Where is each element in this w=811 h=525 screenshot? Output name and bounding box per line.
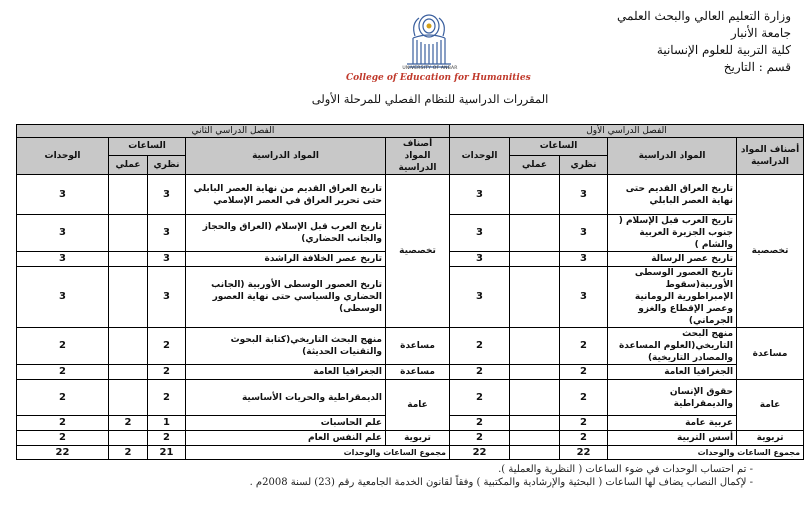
sem1-units: 3 [450,267,510,328]
sem2-practical [109,175,148,215]
ministry-name: وزارة التعليم العالي والبحث العلمي [617,9,791,23]
sem2-theory: 1 [148,416,186,431]
sem2-theory-header: نظري [148,155,186,174]
sem1-category-specialist: تخصصية [737,175,804,328]
sem2-subject: الديمقراطية والحريات الأساسية [186,380,386,416]
sem2-subject-header: المواد الدراسية [186,138,386,175]
totals-row [17,446,804,460]
sem1-categories-header: أصناف المواد الدراسية [737,138,804,175]
sem2-theory: 3 [148,252,186,267]
sem1-units-header: الوحدات [450,138,510,175]
sem1-units: 2 [450,328,510,365]
sem2-units: 3 [17,215,109,252]
sem1-practical [510,215,560,252]
sem2-category-specialist: تخصصية [386,175,450,328]
sem1-total-units: 22 [450,446,510,460]
sem1-subject: منهج البحث التاريخي(العلوم المساعدة والمصادر التاريخية) [608,328,737,365]
table-row [17,175,804,215]
sem2-total-label: مجموع الساعات والوحدات [186,446,450,460]
college-name: كلية التربية للعلوم الإنسانية [656,43,791,57]
university-name: جامعة الأنبار [730,26,791,40]
sem1-theory: 2 [560,380,608,416]
sem2-category-educational: تربوية [386,431,450,446]
sem1-practical [510,267,560,328]
sem2-total-practical: 2 [109,446,148,460]
sem2-category-general: عامة [386,380,450,431]
sem2-subject: تاريخ العراق القديم من نهاية العصر البابلي حتى تحرير العراق في العصر الإسلامي [186,175,386,215]
curriculum-table [16,124,804,460]
sem2-theory: 3 [148,215,186,252]
sem1-units: 2 [450,380,510,416]
sem2-units: 2 [17,328,109,365]
sem2-theory: 2 [148,328,186,365]
sem1-total-practical [510,446,560,460]
sem1-category-support: مساعدة [737,328,804,380]
sem2-practical [109,267,148,328]
sem2-theory: 3 [148,175,186,215]
footnote-2: - لإكمال النصاب يضاف لها الساعات ( البحثية والإرشادية والمكتبية ) وفقاً لقانون الخدمة الجامعية رقم (23) لسنة 2008م . [249,477,753,488]
sem2-categories-header: أصناف المواد الدراسية [386,138,450,175]
document-title: المقررات الدراسية للنظام الفصلي للمرحلة الأولى [311,92,549,106]
sem2-subject: تاريخ العرب قبل الإسلام (العراق والحجاز والجانب الحضاري) [186,215,386,252]
sem1-total-label: مجموع الساعات والوحدات [608,446,804,460]
sem1-subject-header: المواد الدراسية [608,138,737,175]
table-row [17,328,804,365]
sem1-theory: 2 [560,328,608,365]
sem1-subject: تاريخ العراق القديم حتى نهاية العصر البابلي [608,175,737,215]
semester2-title: الفصل الدراسي الثاني [17,125,450,138]
table-row [17,380,804,416]
sem1-practical [510,431,560,446]
sem1-practical [510,416,560,431]
sem2-practical [109,252,148,267]
sem2-theory: 2 [148,380,186,416]
sem1-units: 2 [450,431,510,446]
sem2-practical [109,431,148,446]
semester1-title: الفصل الدراسي الأول [450,125,804,138]
sem2-total-theory: 21 [148,446,186,460]
sem1-subject: تاريخ العرب قبل الإسلام ( جنوب الجزيرة العربية والشام ) [608,215,737,252]
sem2-practical [109,215,148,252]
sem2-theory: 2 [148,365,186,380]
sem2-units: 2 [17,431,109,446]
sem2-practical-header: عملي [109,155,148,174]
footnote-1: - تم احتساب الوحدات في ضوء الساعات ( النظرية والعملية ). [498,464,753,475]
sem2-units: 3 [17,175,109,215]
sem2-total-units: 22 [17,446,109,460]
sem1-theory: 2 [560,431,608,446]
sem1-theory: 3 [560,175,608,215]
sem1-practical [510,175,560,215]
logo-caption: UNIVERSITY OF ANBAR [402,66,458,71]
institution-header [591,8,791,76]
sem2-units-header: الوحدات [17,138,109,175]
sem2-subject: تاريخ العصور الوسطى الأوربية (الجانب الحضاري والسياسي حتى نهاية العصور الوسطى) [186,267,386,328]
sem1-practical [510,380,560,416]
sem1-units: 3 [450,215,510,252]
sem2-practical [109,365,148,380]
sem1-subject: تاريخ عصر الرسالة [608,252,737,267]
footnotes [93,463,753,489]
sem1-theory: 3 [560,267,608,328]
sem1-theory: 2 [560,416,608,431]
sem2-units: 3 [17,267,109,328]
sem2-theory: 2 [148,431,186,446]
sem1-subject: الجغرافيا العامة [608,365,737,380]
sem1-subject: حقوق الإنسان والديمقراطية [608,380,737,416]
sem1-practical-header: عملي [510,155,560,174]
sem1-theory: 2 [560,365,608,380]
sem1-units: 2 [450,416,510,431]
sem1-units: 3 [450,252,510,267]
sem2-subject: منهج البحث التاريخي(كتابة البحوث والتقنيات الحديثة) [186,328,386,365]
sem2-subject: الجغرافيا العامة [186,365,386,380]
sem2-subject: علم النفس العام [186,431,386,446]
sem1-subject: أسس التربية [608,431,737,446]
sem1-practical [510,252,560,267]
sem2-category-support-2: مساعدة [386,365,450,380]
sem1-subject: تاريخ العصور الوسطى الأوربية(سقوط الإمبراطورية الرومانية وعصر الإقطاع والغزو الجرماني) [608,267,737,328]
sem2-units: 3 [17,252,109,267]
sem1-practical [510,328,560,365]
department-name: قسم : التاريخ [723,60,791,74]
sem2-subject: علم الحاسبات [186,416,386,431]
sem2-hours-header: الساعات [109,138,186,156]
sem2-units: 2 [17,416,109,431]
university-logo [397,4,461,72]
sem2-category-support-1: مساعدة [386,328,450,365]
sem2-subject: تاريخ عصر الخلافة الراشدة [186,252,386,267]
sem2-units: 2 [17,365,109,380]
sem1-total-theory: 22 [560,446,608,460]
sem1-units: 3 [450,175,510,215]
sem2-theory: 3 [148,267,186,328]
sem2-practical: 2 [109,416,148,431]
sem2-units: 2 [17,380,109,416]
sem1-practical [510,365,560,380]
sem2-practical [109,328,148,365]
sem1-theory: 3 [560,252,608,267]
college-english-name: College of Education for Humanities [346,73,531,83]
table-row [17,431,804,446]
sem1-theory: 3 [560,215,608,252]
sem1-hours-header: الساعات [510,138,608,156]
sem1-theory-header: نظري [560,155,608,174]
header-row-1 [17,138,804,156]
table-row [17,365,804,380]
sem1-category-educational: تربوية [737,431,804,446]
semester-title-row [17,125,804,138]
sem2-practical [109,380,148,416]
sem1-units: 2 [450,365,510,380]
sem1-subject: عربية عامة [608,416,737,431]
sem1-category-general: عامة [737,380,804,431]
